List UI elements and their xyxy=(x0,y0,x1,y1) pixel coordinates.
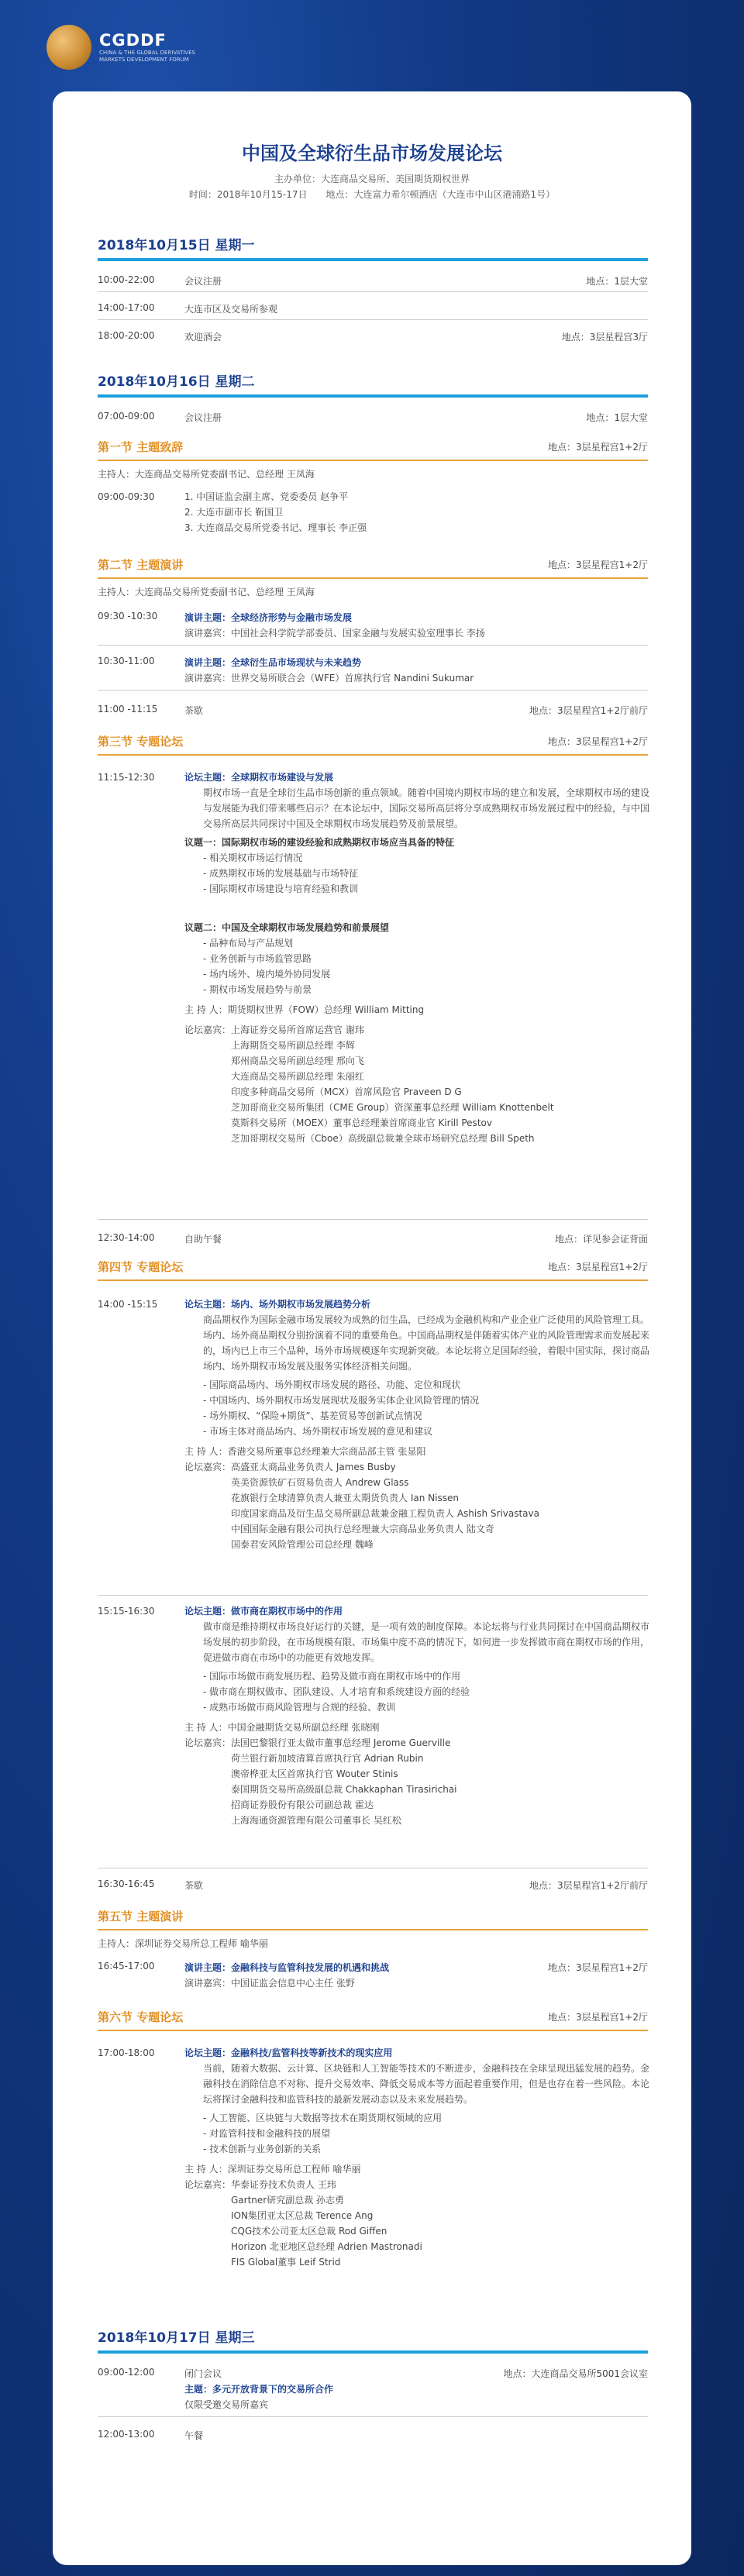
issue-item: - 品种布局与产品规划 xyxy=(203,938,294,949)
forum-intro: 当前，随着大数据、云计算、区块链和人工智能等技术的不断进步，金融科技在全球呈现迅猛发展的趋势。金融科技在消除信息不对称、提升交易效率、降低交易成本等方面起着重要作用，但是也存在着一些风险。本论坛将探讨金融科技和监管科技的最新发展动态以及未来发展趋势。 xyxy=(203,2063,650,2105)
forum-block xyxy=(184,2045,649,2270)
meeting-note: 仅限受邀交易所嘉宾 xyxy=(184,2399,269,2410)
row-venue: 地点：3层星程宫1+2厅前厅 xyxy=(529,1880,648,1891)
row-time: 15:15-16:30 xyxy=(98,1606,155,1617)
forum-intro: 商品期权作为国际金融市场发展较为成熟的衍生品，已经成为金融机构和产业企业广泛使用的风险管理工具。场内、场外商品期权分别扮演着不同的重要角色。中国商品期权是伴随着实体产业的风险管理需求而发展起来的，场内已上市三个品种，场外市场规模逐年实现新突破。本论坛将立足国际经验，着眼中国实际，探讨商品场内、场外期权市场发展及服务实体经济相关问题。 xyxy=(203,1314,650,1372)
forum-guest: 招商证券股份有限公司副总裁 霍达 xyxy=(231,1799,374,1810)
forum-guest: 上海期货交易所副总经理 李辉 xyxy=(231,1040,355,1051)
issue-item: - 中国场内、场外期权市场发展现状及服务实体企业风险管理的情况 xyxy=(203,1395,480,1406)
row-content: 欢迎酒会 xyxy=(184,332,222,343)
forum-guest: 印度多种商品交易所（MCX）首席风险官 Praveen D G xyxy=(231,1087,462,1097)
section-title: 第三节 专题论坛 xyxy=(98,735,184,749)
divider xyxy=(98,645,648,646)
issue-item: - 成熟期权市场的发展基础与市场特征 xyxy=(203,868,359,879)
row-content: 会议注册 xyxy=(184,276,222,287)
section-host: 主持人：深圳证券交易所总工程师 喻华丽 xyxy=(98,1938,268,1949)
row-time: 09:00-12:00 xyxy=(98,2367,155,2378)
row-content: 会议注册 xyxy=(184,412,222,423)
row-time: 10:30-11:00 xyxy=(98,656,155,666)
row-content: 茶歇 xyxy=(184,705,204,716)
forum-guest: 论坛嘉宾：高盛亚太商品业务负责人 James Busby xyxy=(184,1462,396,1472)
globe-icon xyxy=(46,25,91,70)
forum-guest: FIS Global董事 Leif Strid xyxy=(231,2257,341,2268)
forum-host: 主 持 人：中国金融期货交易所副总经理 张晓刚 xyxy=(184,1722,380,1733)
issue-item: - 期权市场发展趋势与前景 xyxy=(203,984,312,995)
row-time: 16:45-17:00 xyxy=(98,1961,155,1972)
talk-speaker: 演讲嘉宾：中国证监会信息中心主任 张野 xyxy=(184,1978,355,1989)
section-title: 第六节 专题论坛 xyxy=(98,2010,184,2024)
section-title: 第五节 主题演讲 xyxy=(98,1910,184,1923)
speaker-list xyxy=(184,489,649,536)
row-time: 10:00-22:00 xyxy=(98,274,155,285)
forum-intro: 期权市场一直是全球衍生品市场创新的重点领域。随着中国境内期权市场的建立和发展，全球期权市场的建设与发展能为我们带来哪些启示？在本论坛中，国际交易所高层将分享成熟期权市场发展过程中的经验，与中国交易所高层共同探讨中国及全球期权市场发展趋势及前景展望。 xyxy=(203,787,650,829)
forum-guest: 芝加哥期权交易所（Cboe）高级副总裁兼全球市场研究总经理 Bill Speth xyxy=(231,1133,535,1144)
forum-guest: 论坛嘉宾：上海证券交易所首席运营官 谢玮 xyxy=(184,1025,364,1035)
section-venue: 地点：3层星程宫1+2厅 xyxy=(548,442,648,453)
time-venue: 时间：2018年10月15-17日 地点：大连富力希尔顿酒店（大连市中山区港浦路1号） xyxy=(188,189,556,200)
divider xyxy=(98,2030,648,2031)
issue-item: - 做市商在期权做市、团队建设、人才培育和系统建设方面的经验 xyxy=(203,1686,470,1697)
issue-item: - 相关期权市场运行情况 xyxy=(203,852,303,863)
issue-item: - 国际商品场内、场外期权市场发展的路径、功能、定位和现状 xyxy=(203,1379,461,1390)
forum-block xyxy=(184,1297,649,1552)
day-label: 2018年10月17日 星期三 xyxy=(98,2330,255,2346)
logo-tagline: CHINA & THE GLOBAL DERIVATIVES MARKETS DEVELOPMENT FORUM xyxy=(99,50,195,63)
row-time: 12:00-13:00 xyxy=(98,2429,155,2440)
row-time: 17:00-18:00 xyxy=(98,2047,155,2058)
divider xyxy=(98,754,648,756)
logo-name: CGDDF xyxy=(99,31,167,50)
forum-host: 主 持 人：深圳证券交易所总工程师 喻华丽 xyxy=(184,2164,361,2175)
section-host: 主持人：大连商品交易所党委副书记、总经理 王凤海 xyxy=(98,469,315,480)
row-time: 14:00-17:00 xyxy=(98,302,155,313)
issue-item: - 国际期权市场建设与培育经验和教训 xyxy=(203,883,359,894)
issue-item: - 人工智能、区块链与大数据等技术在期货期权领域的应用 xyxy=(203,2113,443,2123)
row-time: 16:30-16:45 xyxy=(98,1879,155,1889)
page-title: 中国及全球衍生品市场发展论坛 xyxy=(242,143,502,164)
cgddf-logo xyxy=(46,25,215,70)
issue-item: - 国际市场做市商发展历程、趋势及做市商在期权市场中的作用 xyxy=(203,1671,461,1682)
row-content: 茶歇 xyxy=(184,1880,204,1891)
row-venue: 地点：大连商品交易所5001会议室 xyxy=(503,2368,648,2379)
section-venue: 地点：3层星程宫1+2厅 xyxy=(548,736,648,747)
forum-guest: 论坛嘉宾：法国巴黎银行亚太做市董事总经理 Jerome Guerville xyxy=(184,1737,451,1748)
divider xyxy=(98,577,648,579)
speaker: 3. 大连商品交易所党委书记、理事长 李正强 xyxy=(184,522,367,533)
forum-guest: 大连商品交易所副总经理 朱丽红 xyxy=(231,1071,364,1082)
speaker: 2. 大连市副市长 靳国卫 xyxy=(184,507,284,518)
issue-item: - 场外期权、“保险+期货”、基差贸易等创新试点情况 xyxy=(203,1410,422,1421)
divider-row xyxy=(98,1595,648,1596)
section-title: 第一节 主题致辞 xyxy=(98,440,184,454)
talk-topic: 演讲主题：全球经济形势与金融市场发展 xyxy=(184,612,353,623)
forum-guest: CQG技术公司亚太区总裁 Rod Giffen xyxy=(231,2226,388,2237)
forum-block xyxy=(184,770,649,1146)
forum-topic: 论坛主题：做市商在期权市场中的作用 xyxy=(184,1606,343,1617)
forum-host: 主 持 人：期货期权世界（FOW）总经理 William Mitting xyxy=(184,1004,425,1015)
forum-guest: Horizon 北亚地区总经理 Adrien Mastronadi xyxy=(231,2241,422,2252)
divider xyxy=(98,460,648,461)
section-venue: 地点：3层星程宫1+2厅 xyxy=(548,560,648,570)
speaker: 1. 中国证监会副主席、党委委员 赵争平 xyxy=(184,491,349,502)
issue-item: - 成熟市场做市商风险管理与合规的经验、教训 xyxy=(203,1702,396,1713)
divider xyxy=(98,2416,648,2417)
divider xyxy=(98,291,648,292)
day1-header xyxy=(98,234,648,261)
section-6 xyxy=(98,2009,648,2031)
forum-guest: 国泰君安风险管理公司总经理 魏峰 xyxy=(231,1539,374,1550)
forum-guest: 澳帝桦亚太区首席执行官 Wouter Stinis xyxy=(231,1768,398,1779)
forum-guest: 荷兰银行新加坡清算首席执行官 Adrian Rubin xyxy=(231,1753,424,1764)
forum-guest: 上海海通资源管理有限公司董事长 吴红松 xyxy=(231,1815,401,1826)
day-label: 2018年10月16日 星期二 xyxy=(98,374,255,390)
row-venue: 地点：1层大堂 xyxy=(586,412,648,423)
divider xyxy=(98,258,648,261)
forum-guest: 论坛嘉宾：华泰证券技术负责人 王玮 xyxy=(184,2179,336,2190)
section-5 xyxy=(98,1908,648,1950)
row-content: 午餐 xyxy=(184,2430,204,2441)
row-time: 12:30-14:00 xyxy=(98,1232,155,1243)
forum-guest: 花旗银行全球清算负责人兼亚太期货负责人 Ian Nissen xyxy=(231,1493,459,1503)
issue-item: - 对监管科技和金融科技的展望 xyxy=(203,2128,331,2139)
forum-guest: 英美资源铁矿石贸易负责人 Andrew Glass xyxy=(231,1477,409,1488)
section-host: 主持人：大连商品交易所党委副书记、总经理 王凤海 xyxy=(98,587,315,598)
section-venue: 地点：3层星程宫1+2厅 xyxy=(548,2012,648,2023)
forum-block xyxy=(184,1603,649,1828)
row-venue: 地点：3层星程宫3厅 xyxy=(561,332,648,343)
issue-item: - 场内场外、境内境外协同发展 xyxy=(203,969,331,980)
divider xyxy=(98,2350,648,2354)
section-2 xyxy=(98,556,648,598)
forum-guest: 泰国期货交易所高级副总裁 Chakkaphan Tirasirichai xyxy=(231,1784,457,1795)
forum-issue: 议题二：中国及全球期权市场发展趋势和前景展望 xyxy=(184,922,390,933)
row-time: 18:00-20:00 xyxy=(98,330,155,341)
row-content: 大连市区及交易所参观 xyxy=(184,304,278,315)
forum-guest: 郑州商品交易所副总经理 邢向飞 xyxy=(231,1056,364,1066)
row-time: 09:30 -10:30 xyxy=(98,611,158,622)
row-venue: 地点：3层星程宫1+2厅前厅 xyxy=(529,705,648,716)
row-venue: 地点：1层大堂 xyxy=(586,276,648,287)
section-4 xyxy=(98,1259,648,1281)
divider xyxy=(98,319,648,320)
talk-topic: 演讲主题：金融科技与监管科技发展的机遇和挑战 xyxy=(184,1962,390,1973)
agenda-card xyxy=(53,91,691,2565)
forum-guest: 芝加哥商业交易所集团（CME Group）资深董事总经理 William Knottenbelt xyxy=(231,1102,554,1113)
forum-topic: 论坛主题：金融科技/监管科技等新技术的现实应用 xyxy=(184,2047,393,2058)
row-content: 自助午餐 xyxy=(184,1234,222,1245)
forum-issue: 议题一：国际期权市场的建设经验和成熟期权市场应当具备的特征 xyxy=(184,837,455,848)
talk-speaker: 演讲嘉宾：中国社会科学院学部委员、国家金融与发展实验室理事长 李扬 xyxy=(184,628,485,639)
divider xyxy=(98,1279,648,1281)
row-time: 11:00 -11:15 xyxy=(98,704,158,715)
talk-topic: 演讲主题：全球衍生品市场现状与未来趋势 xyxy=(184,657,362,668)
talk-speaker: 演讲嘉宾：世界交易所联合会（WFE）首席执行官 Nandini Sukumar xyxy=(184,673,474,684)
forum-topic: 论坛主题：全球期权市场建设与发展 xyxy=(184,772,334,783)
divider xyxy=(98,1929,648,1930)
issue-item: - 业务创新与市场监管思路 xyxy=(203,953,312,964)
divider xyxy=(98,1219,648,1220)
row-time: 14:00 -15:15 xyxy=(98,1299,158,1310)
issue-item: - 技术创新与业务创新的关系 xyxy=(203,2144,322,2154)
row-time: 11:15-12:30 xyxy=(98,772,155,783)
day3-header xyxy=(98,2326,648,2354)
forum-guest: 莫斯科交易所（MOEX）董事总经理兼首席商业官 Kirill Pestov xyxy=(231,1118,492,1128)
forum-intro: 做市商是维持期权市场良好运行的关键，是一项有效的制度保障。本论坛将与行业共同探讨在中国商品期权市场发展的初步阶段，在市场规模有限、市场集中度不高的情况下，如何进一步发挥做市商在期权市场的作用，促进做市商在市场中的功能更有效地发挥。 xyxy=(203,1621,650,1663)
forum-host: 主 持 人：香港交易所董事总经理兼大宗商品部主管 张显阳 xyxy=(184,1446,426,1457)
forum-guest: ION集团亚太区总裁 Terence Ang xyxy=(231,2210,374,2221)
divider-row xyxy=(98,1219,648,1220)
row-content: 闭门会议 xyxy=(184,2368,222,2379)
divider xyxy=(98,1595,648,1596)
issue-item: - 市场主体对商品场内、场外期权市场发展的意见和建议 xyxy=(203,1426,433,1437)
section-title: 第四节 专题论坛 xyxy=(98,1260,184,1274)
section-venue: 地点：3层星程宫1+2厅 xyxy=(548,1262,648,1273)
section-3 xyxy=(98,733,648,756)
divider xyxy=(98,394,648,398)
row-time: 07:00-09:00 xyxy=(98,411,155,422)
forum-guest: 印度国家商品及衍生品交易所副总裁兼金融工程负责人 Ashish Srivastava xyxy=(231,1508,539,1519)
forum-guest: 中国国际金融有限公司执行总经理兼大宗商品业务负责人 陆文奇 xyxy=(231,1524,494,1534)
row-time: 09:00-09:30 xyxy=(98,491,155,502)
row-venue: 地点：详见参会证背面 xyxy=(554,1234,648,1245)
section-title: 第二节 主题演讲 xyxy=(98,558,184,572)
day-label: 2018年10月15日 星期一 xyxy=(98,238,255,253)
forum-topic: 论坛主题：场内、场外期权市场发展趋势分析 xyxy=(184,1299,371,1310)
meeting-topic: 主题：多元开放背景下的交易所合作 xyxy=(184,2384,334,2395)
organizer: 主办单位：大连商品交易所、美国期货期权世界 xyxy=(274,174,470,184)
day2-header xyxy=(98,370,648,398)
forum-guest: Gartner研究副总裁 孙志勇 xyxy=(231,2195,345,2206)
section-1 xyxy=(98,439,648,480)
row-venue: 地点：3层星程宫1+2厅 xyxy=(548,1962,648,1973)
